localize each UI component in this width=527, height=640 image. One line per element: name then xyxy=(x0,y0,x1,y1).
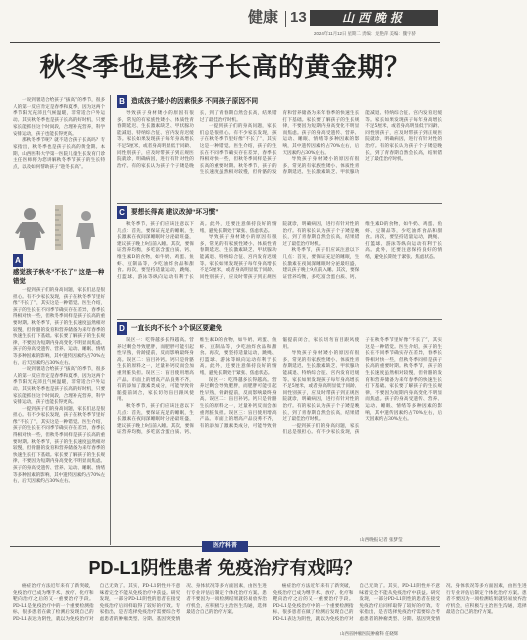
page-number: 13 xyxy=(290,9,307,26)
section-b-paragraph: 导致孩子身材矮小的原因有很多，常见的有家族性矮小、体质性青春期延迟、生长激素缺乏、甲状腺功能减退、特纳综合征、宫内发育迟缓等。家长如果发现孩子每年身高增长不足5厘米，或者身高明显低于同龄、同性别孩子，应及时带孩子到正规医院就诊，明确病因，进行有针对性的治疗。有的家长认为孩子个子矮是晚长，到了青春期自然会长高，结果错过了最佳治疗时机。 xyxy=(117,111,277,169)
section-d-paragraph-cont: 秋冬季节，孩子们应该注意以下几点：首先，要保证充足的睡眠，生长激素在夜间深睡眠时分泌最旺盛，建议孩子晚上9点前入睡。其次，要保证营养均衡，多吃富含蛋白质、钙、维生素D的食物，如牛奶、鸡蛋、鱼虾、豆制品等，少吃油炸食品和甜食。再次，要坚持适量运动，跳绳、打篮球、游泳等纵向运动有利于长高。此外，还要注意保持良好的情绪，避免长期处于紧张、焦虑状态。 xyxy=(117,338,277,436)
section-b-paragraph-cont-2: 导致孩子身材矮小的原因有很多，常见的有家族性矮小、体质性青春期延迟、生长激素缺乏、甲状腺功能减退、特纳综合征、宫内发育迟缓等。家长如果发现孩子每年身高增长不足5厘米，或者身高明显低于同龄、同性别孩子，应及时带孩子到正规医院就诊，明确病因，进行有针对性的治疗。有的家长认为孩子个子矮是晚长，到了青春期自然会长高，结果错过了最佳治疗时机。 xyxy=(282,111,442,176)
section-a-letter: A xyxy=(13,254,23,267)
children-illustration xyxy=(8,205,112,250)
paper-logo: 山西晚报 xyxy=(310,10,438,26)
section-c-text xyxy=(117,222,442,317)
section-a-paragraph-cont: 一说到暑适合给孩子“拔高”的季节，很多人的第一反应肯定是春季和夏季，因为这两个季节阳光充沛且气候温暖，非常适合户外运动。其实秋冬季也是孩子长高的好时机，只要家长能抓住这个时间段，合理补充营养，科学安排运动，孩子也能长得更高。 xyxy=(13,367,105,406)
page-title: 秋冬季也是孩子长高的黄金期？ xyxy=(39,52,411,82)
ruler-icon xyxy=(55,205,63,250)
byline: 山西晚报记者 张梦莹 xyxy=(360,537,403,542)
article2-paragraph: 癌症治疗方法近年来有了新突破，免疫治疗已成为继手术、放疗、化疗和靶向治疗之后的又一重要治疗手段。PD-L1是免疫治疗中的一个重要检测指标，很多患者在做了检测后发现自己的PD-L1表达为阴性，就以为免疫治疗对自己无效了。其实，PD-L1阴性并不意味着完全不能从免疫治疗中获益。研究发现，一部分PD-L1阴性的患者在接受免疫治疗后同样取得了较好的疗效。专家指出，是否选择免疫治疗需要综合考虑患者的肿瘤类型、分期、基因突变情况、身体状况等多方面因素，由医生进行专业评估后制定个体化治疗方案。患者不要因为一项检测结果就轻易放弃治疗机会，应积极与主治医生沟通，选择最适合自己的治疗方案。 xyxy=(13,584,267,622)
section-a-paragraph-cont-2: 一提到孩子们的身高问题，家长们总是很担心。有不少家长发现，孩子在秋冬季节里好像“不长了”，其实这是一种错觉。医生介绍，孩子的生长在不同季节确实存在差异，春季长得相对快一些，但秋冬季同样是孩子长高的重要时期。秋冬季节，孩子的生长速度虽然相对较慢，但骨骼的发育和营养储备为来年春季的快速生长打下基础。家长要了解孩子的生长规律，不要因为短期内身高变化不明显而焦虑。孩子的身高受遗传、营养、运动、睡眠、情绪等多种因素的影响，其中遗传因素约占70%左右，后天因素约占30%左右。 xyxy=(13,406,105,485)
section-d-letter: D xyxy=(117,322,127,335)
section-c-paragraph-cont-2: 秋冬季节，孩子们应该注意以下几点：首先，要保证充足的睡眠，生长激素在夜间深睡眠时分泌最旺盛，建议孩子晚上9点前入睡。其次，要保证营养均衡，多吃富含蛋白质、钙、维生素D的食物，如牛奶、鸡蛋、鱼虾、豆制品等，少吃油炸食品和甜食。再次，要坚持适量运动，跳绳、打篮球、游泳等纵向运动有利于长高。此外，还要注意保持良好的情绪，避免长期处于紧张、焦虑状态。 xyxy=(282,222,442,280)
divider-c-d xyxy=(117,319,442,320)
section-d-text xyxy=(117,338,442,538)
section-d-title: 一直长肉不长个 3个误区要避免 xyxy=(131,325,223,332)
column-divider-left xyxy=(110,95,111,545)
section-divider xyxy=(285,11,286,27)
category-tag-label: 医疗科普 xyxy=(212,543,237,549)
section-a-title: 感觉孩子秋冬“不长了” 这是一种错觉 xyxy=(13,269,105,285)
section-d-paragraph: 误区一：吃得越多长得越高。营养过剩会导致肥胖，而肥胖可能引起性早熟，骨龄提前，反而影响最终身高。误区二：盲目补钙。钙只是骨骼生长的原料之一，过量补钙反而会加重肾脏负担。误区三：盲目使用增高产品。市面上的增高产品良莠不齐，有的添加了激素类成分，可能导致骨骺提前闭合，家长切勿盲目跟风使用。 xyxy=(117,338,194,403)
article2-byline: 山西省肿瘤医院肿瘤科 任晓辉 xyxy=(340,631,399,636)
section-name: 健康 xyxy=(248,9,279,26)
article2-paragraph-cont: 癌症治疗方法近年来有了新突破，免疫治疗已成为继手术、放疗、化疗和靶向治疗之后的又一重要治疗手段。PD-L1是免疫治疗中的一个重要检测指标，很多患者在做了检测后发现自己的PD-L1表达为阴性，就以为免疫治疗对自己无效了。其实，PD-L1阴性并不意味着完全不能从免疫治疗中获益。研究发现，一部分PD-L1阴性的患者在接受免疫治疗后同样取得了较好的疗效。专家指出，是否选择免疫治疗需要综合考虑患者的肿瘤类型、分期、基因突变情况、身体状况等多方面因素，由医生进行专业评估后制定个体化治疗方案。患者不要因为一项检测结果就轻易放弃治疗机会，应积极与主治医生沟通，选择最适合自己的治疗方案。 xyxy=(272,584,527,622)
child-figure-icon xyxy=(15,208,45,250)
section-c-title: 要想长得高 建议改掉“坏习惯” xyxy=(131,209,219,216)
section-d-paragraph-cont-3: 导致孩子身材矮小的原因有很多，常见的有家族性矮小、体质性青春期延迟、生长激素缺乏、甲状腺功能减退、特纳综合征、宫内发育迟缓等。家长如果发现孩子每年身高增长不足5厘米，或者身高明显低于同龄、同性别孩子，应及时带孩子到正规医院就诊，明确病因，进行有针对性的治疗。有的家长认为孩子个子矮是晚长，到了青春期自然会长高，结果错过了最佳治疗时机。 xyxy=(282,351,360,423)
intro-text xyxy=(13,98,105,216)
intro-paragraph: 一说到暑适合给孩子“拔高”的季节，很多人的第一反应肯定是春季和夏季，因为这两个季节阳光充沛且气候温暖，非常适合户外运动。其实秋冬季也是孩子长高的好时机，只要家长能抓住这个时间段，合理补充营养，科学安排运动，孩子也能长得更高。 xyxy=(13,98,105,137)
section-b-title: 造成孩子矮小的因素很多 不同孩子原因不同 xyxy=(131,98,259,105)
category-tag xyxy=(202,541,248,552)
article2-text xyxy=(13,584,527,630)
section-b-letter: B xyxy=(117,95,127,108)
section-c-paragraph: 秋冬季节，孩子们应该注意以下几点：首先，要保证充足的睡眠，生长激素在夜间深睡眠时分泌最旺盛，建议孩子晚上9点前入睡。其次，要保证营养均衡，多吃富含蛋白质、钙、维生素D的食物，如牛奶、鸡蛋、鱼虾、豆制品等，少吃油炸食品和甜食。再次，要坚持适量运动，跳绳、打篮球、游泳等纵向运动有利于长高。此外，还要注意保持良好的情绪，避免长期处于紧张、焦虑状态。 xyxy=(117,222,277,280)
header-rule xyxy=(10,42,440,43)
section-d-paragraph-cont-2: 误区一：吃得越多长得越高。营养过剩会导致肥胖，而肥胖可能引起性早熟，骨龄提前，反而影响最终身高。误区二：盲目补钙。钙只是骨骼生长的原料之一，过量补钙反而会加重肾脏负担。误区三：盲目使用增高产品。市面上的增高产品良莠不齐，有的添加了激素类成分，可能导致骨骺提前闭合，家长切勿盲目跟风使用。 xyxy=(199,338,360,429)
divider-b-c xyxy=(117,203,442,204)
section-c-paragraph-cont: 导致孩子身材矮小的原因有很多，常见的有家族性矮小、体质性青春期延迟、生长激素缺乏、甲状腺功能减退、特纳综合征、宫内发育迟缓等。家长如果发现孩子每年身高增长不足5厘米，或者身高明显低于同龄、同性别孩子，应及时带孩子到正规医院就诊，明确病因，进行有针对性的治疗。有的家长认为孩子个子矮是晚长，到了青春期自然会长高，结果错过了最佳治疗时机。 xyxy=(199,222,360,280)
child-figure-2-icon xyxy=(76,211,95,249)
section-d-paragraph-cont-4: 一提到孩子们的身高问题，家长们总是很担心。有不少家长发现，孩子在秋冬季节里好像“不长了”，其实这是一种错觉。医生介绍，孩子的生长在不同季节确实存在差异，春季长得相对快一些，但秋冬季同样是孩子长高的重要时期。秋冬季节，孩子的生长速度虽然相对较慢，但骨骼的发育和营养储备为来年春季的快速生长打下基础。家长要了解孩子的生长规律，不要因为短期内身高变化不明显而焦虑。孩子的身高受遗传、营养、运动、睡眠、情绪等多种因素的影响，其中遗传因素约占70%左右，后天因素约占30%左右。 xyxy=(282,338,442,436)
section-a-paragraph: 一提到孩子们的身高问题，家长们总是很担心。有不少家长发现，孩子在秋冬季节里好像“不长了”，其实这是一种错觉。医生介绍，孩子的生长在不同季节确实存在差异，春季长得相对快一些，但秋冬季同样是孩子长高的重要时期。秋冬季节，孩子的生长速度虽然相对较慢，但骨骼的发育和营养储备为来年春季的快速生长打下基础。家长要了解孩子的生长规律，不要因为短期内身高变化不明显而焦虑。孩子的身高受遗传、营养、运动、睡眠、情绪等多种因素的影响，其中遗传因素约占70%左右，后天因素约占30%左右。 xyxy=(13,288,105,366)
section-c-letter: C xyxy=(117,206,127,219)
section-a-text xyxy=(13,288,105,543)
masthead xyxy=(248,9,438,45)
intro-paragraph-2: 那秋冬季节呢？就不适合孩子长高吗？专家指出，秋冬季也是孩子长高的黄金期。本期，山西医科大学第一医院儿童生长发育门诊主任医师将为您讲解秋冬季节孩子的生长特点，以及如何帮助孩子“趁冬长高”。 xyxy=(13,138,105,171)
section-b-paragraph-cont: 一提到孩子们的身高问题，家长们总是很担心。有不少家长发现，孩子在秋冬季节里好像“不长了”，其实这是一种错觉。医生介绍，孩子的生长在不同季节确实存在差异，春季长得相对快一些，但秋冬季同样是孩子长高的重要时期。秋冬季节，孩子的生长速度虽然相对较慢，但骨骼的发育和营养储备为来年春季的快速生长打下基础。家长要了解孩子的生长规律，不要因为短期内身高变化不明显而焦虑。孩子的身高受遗传、营养、运动、睡眠、情绪等多种因素的影响，其中遗传因素约占70%左右，后天因素约占30%左右。 xyxy=(199,111,360,176)
section-b-text xyxy=(117,111,442,201)
date-line: 2024年11月12日 星期二 责编：龙艳萍 美编：魏宇骄 xyxy=(314,31,416,36)
article2-title: PD-L1阴性患者 免疫治疗有戏吗？ xyxy=(88,558,362,578)
